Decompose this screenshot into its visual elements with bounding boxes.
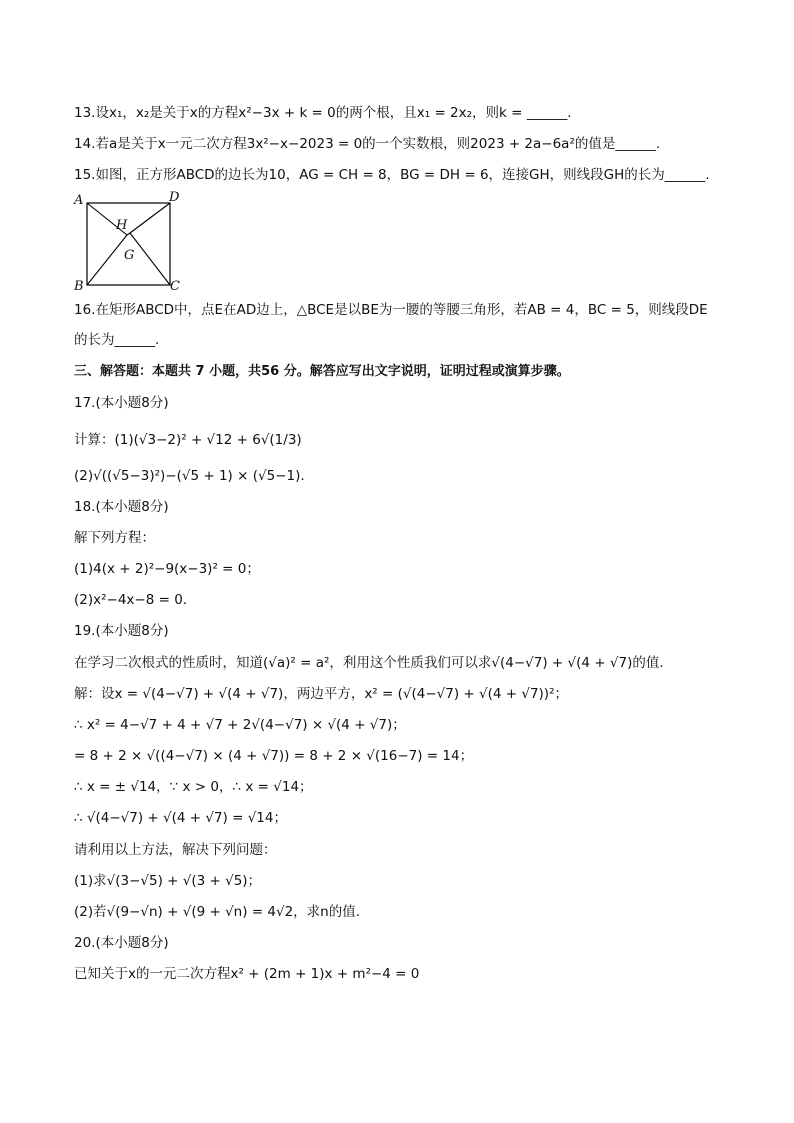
question-19-intro: 在学习二次根式的性质时，知道(√a)² = a²，利用这个性质我们可以求√(4−√7) + √(4 + √7)的值. (74, 655, 664, 671)
question-18-part2: (2)x²−4x−8 = 0. (74, 592, 188, 608)
label-g: G (124, 248, 135, 263)
question-18-header: 18.(本小题8分) (74, 499, 169, 515)
question-19-part1: (1)求√(3−√5) + √(3 + √5)； (74, 873, 262, 889)
question-19-part2: (2)若√(9−√n) + √(9 + √n) = 4√2，求n的值. (74, 904, 361, 920)
question-19-solution-1: 解：设x = √(4−√7) + √(4 + √7)，两边平方，x² = (√(4−√7) + √(4 + √7))²； (74, 686, 568, 702)
question-19-solution-4: ∴ x = ± √14，∵ x > 0，∴ x = √14； (74, 779, 313, 795)
segment-dh (130, 203, 170, 233)
square-abcd (87, 203, 170, 285)
question-20-text: 已知关于x的一元二次方程x² + (2m + 1)x + m²−4 = 0 (74, 966, 420, 982)
question-19-solution-3: = 8 + 2 × √((4−√7) × (4 + √7)) = 8 + 2 × √(16−7) = 14； (74, 748, 474, 764)
segment-bg (87, 235, 127, 285)
question-16-line1: 16.在矩形ABCD中，点E在AD边上，△BCE是以BE为一腰的等腰三角形，若AB = 4，BC = 5，则线段DE (74, 302, 708, 318)
square-figure (70, 188, 190, 296)
question-20-header: 20.(本小题8分) (74, 935, 169, 951)
question-19-header: 19.(本小题8分) (74, 623, 169, 639)
question-18-intro: 解下列方程： (74, 530, 155, 546)
question-19-solution-5: ∴ √(4−√7) + √(4 + √7) = √14； (74, 810, 287, 826)
label-c: C (170, 279, 180, 294)
question-16-line2: 的长为______. (74, 332, 160, 348)
label-h: H (116, 218, 128, 233)
label-b: B (74, 279, 84, 294)
question-17-header: 17.(本小题8分) (74, 395, 169, 411)
question-17-part2: (2)√((√5−3)²)−(√5 + 1) × (√5−1). (74, 468, 305, 484)
question-15: 15.如图，正方形ABCD的边长为10，AG = CH = 8，BG = DH = 6，连接GH，则线段GH的长为______. (74, 167, 710, 183)
question-17-part1: 计算：(1)(√3−2)² + √12 + 6√(1/3) (74, 432, 302, 448)
segment-ch (130, 233, 170, 285)
question-19-ask: 请利用以上方法，解决下列问题： (74, 842, 277, 858)
section-3-heading: 三、解答题：本题共 7 小题，共56 分。解答应写出文字说明，证明过程或演算步骤。 (74, 364, 570, 379)
segment-gh (127, 233, 130, 235)
question-19-solution-2: ∴ x² = 4−√7 + 4 + √7 + 2√(4−√7) × √(4 + √7)； (74, 717, 406, 733)
question-18-part1: (1)4(x + 2)²−9(x−3)² = 0； (74, 561, 260, 577)
question-14: 14.若a是关于x一元二次方程3x²−x−2023 = 0的一个实数根，则2023 + 2a−6a²的值是______. (74, 136, 661, 152)
label-d: D (169, 190, 180, 205)
label-a: A (74, 193, 84, 208)
question-13: 13.设x₁，x₂是关于x的方程x²−3x + k = 0的两个根，且x₁ = 2x₂，则k = ______. (74, 105, 572, 121)
